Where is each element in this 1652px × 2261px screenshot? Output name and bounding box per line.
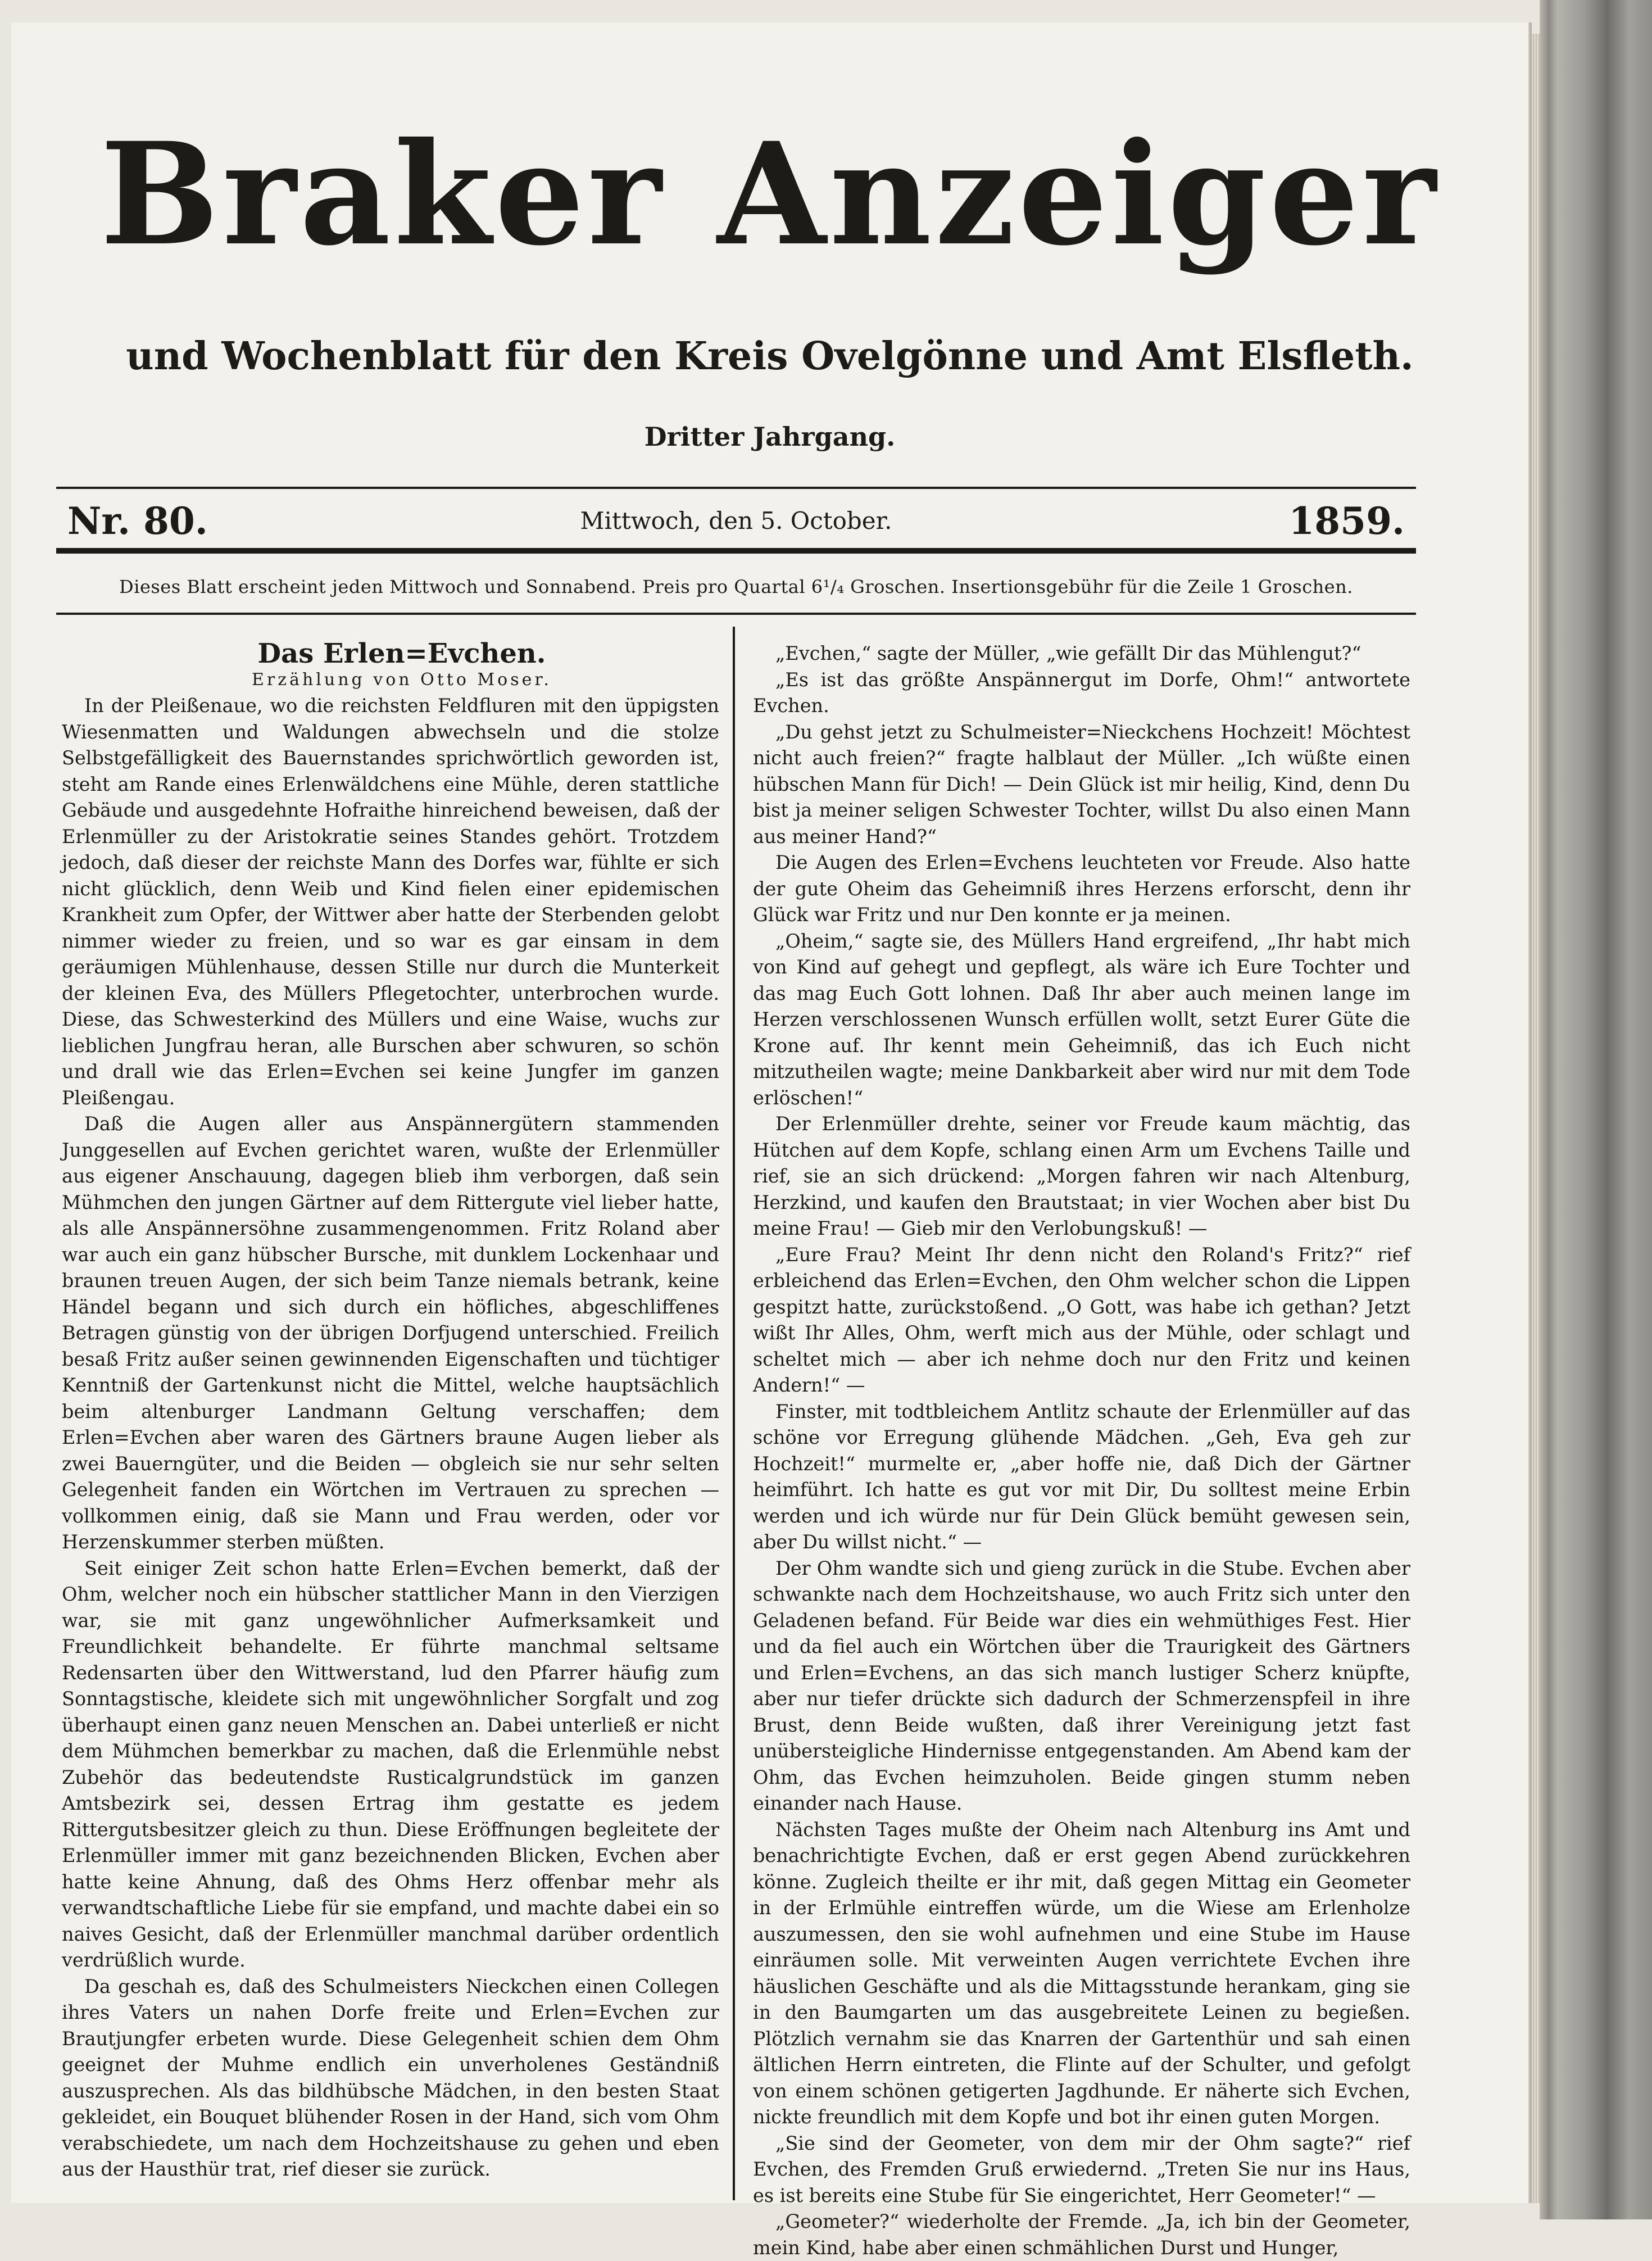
column-left [62,638,719,2183]
issue-date: Mittwoch, den 5. October. [580,507,892,534]
newspaper-page [11,22,1528,2259]
divider [56,548,1416,554]
column-right [753,641,1410,2261]
masthead-title: Braker Anzeiger [100,111,1440,277]
paragraph: Daß die Augen aller aus Anspännergütern stammenden Junggesellen auf Evchen gerichtet waren, wußte der Erlenmüller aus eigener Anschauung, dagegen blieb ihm verborgen, daß sein Mühmchen den jungen Gärtner auf dem Rittergute viel lieber hatte, als alle Anspännersöhne zusammengenommen. Fritz Roland aber war auch ein ganz hübscher Bursche, mit dunklem Lockenhaar und braunen treuen Augen, der sich beim Tanze niemals betrank, keine Händel begann und sich durch ein höfliches, abgeschliffenes Betragen günstig von der übrigen Dorfjugend unterschied. Freilich besaß Fritz außer seinen gewinnenden Eigenschaften und tüchtiger Kenntniß der Gartenkunst nicht die Mittel, welche hauptsächlich beim altenburger Landmann Geltung verschaffen; dem Erlen=Evchen aber waren des Gärtners braune Augen lieber als zwei Bauerngüter, und die Beiden — obgleich sie nur sehr selten Gelegenheit fanden ein Wörtchen im Vertrauen zu sprechen — vollkommen einig, daß sie Mann und Frau werden, oder vor Herzenskummer sterben müßten. [62,1113,719,1553]
paragraph: Finster, mit todtbleichem Antlitz schaute der Erlenmüller auf das schöne vor Erregung glühende Mädchen. „Geh, Eva geh zur Hochzeit!“ murmelte er, „aber hoffe nie, daß Dich der Gärtner heimführt. Ich hatte es gut vor mit Dir, Du solltest meine Erbin werden und ich würde nur für Dein Glück bemüht gewesen sein, aber Du willst nicht.“ — [753,1400,1410,1553]
column-divider [733,627,735,2200]
paragraph: Seit einiger Zeit schon hatte Erlen=Evchen bemerkt, daß der Ohm, welcher noch ein hübscher stattlicher Mann in den Vierzigen war, sie mit ganz ungewöhnlicher Aufmerksamkeit und Freundlichkeit behandelte. Er führte manchmal seltsame Redensarten über den Wittwerstand, lud den Pfarrer häufig zum Sonntagstische, kleidete sich mit ungewöhnlicher Sorgfalt und zog überhaupt einen ganz neuen Menschen an. Dabei unterließ er nicht dem Mühmchen bemerkbar zu machen, daß die Erlenmühle nebst Zubehör das bedeutendste Rusticalgrundstück im ganzen Amtsbezirk sei, dessen Ertrag ihm gestatte es jedem Rittergutsbesitzer gleich zu thun. Diese Eröffnungen begleitete der Erlenmüller immer mit ganz bezeichnenden Blicken, Evchen aber hatte keine Ahnung, daß des Ohms Herz offenbar mehr als verwandtschaftliche Liebe für sie empfand, und machte dabei ein so naives Gesicht, daß der Erlenmüller manchmal darüber ordentlich verdrüßlich wurde. [62,1557,719,1971]
paragraph: Der Erlenmüller drehte, seiner vor Freude kaum mächtig, das Hütchen auf dem Kopfe, schlang einen Arm um Evchens Taille und rief, sie an sich drückend: „Morgen fahren wir nach Altenburg, Herzkind, und kaufen den Brautstaat; in vier Wochen aber bist Du meine Frau! — Gieb mir den Verlobungskuß! — [753,1113,1410,1239]
paragraph: „Sie sind der Geometer, von dem mir der Ohm sagte?“ rief Evchen, des Fremden Gruß erwiedernd. „Treten Sie nur ins Haus, es ist bereits eine Stube für Sie eingerichtet, Herr Geometer!“ — [753,2132,1410,2206]
paragraph: Da geschah es, daß des Schulmeisters Nieckchen einen Collegen ihres Vaters un nahen Dorfe freite und Erlen=Evchen zur Brautjungfer erbeten wurde. Diese Gelegenheit schien dem Ohm geeignet der Muhme endlich ein unverholenes Geständniß auszusprechen. Als das bildhübsche Mädchen, in den besten Staat gekleidet, ein Bouquet blühender Rosen in der Hand, sich vom Ohm verabschiedete, um nach dem Hochzeitshause zu gehen und eben aus der Hausthür trat, rief dieser sie zurück. [62,1975,719,2180]
paragraph: Der Ohm wandte sich und gieng zurück in die Stube. Evchen aber schwankte nach dem Hochzeitshause, wo auch Fritz sich unter den Geladenen befand. Für Beide war dies ein wehmüthiges Fest. Hier und da fiel auch ein Wörtchen über die Traurigkeit des Gärtners und Erlen=Evchens, an das sich manch lustiger Scherz knüpfte, aber nur tiefer drückte sich dadurch der Schmerzenspfeil in ihre Brust, denn Beide wußten, daß ihrer Vereinigung jetzt fast unübersteigliche Hindernisse entgegenstanden. Am Abend kam der Ohm, das Evchen heimzuholen. Beide gingen stumm neben einander nach Hause. [753,1557,1410,1814]
publication-notice: Dieses Blatt erscheint jeden Mittwoch und Sonnabend. Preis pro Quartal 6¹/₄ Groschen. Insertionsgebühr für die Zeile 1 Groschen. [119,576,1353,597]
paragraph: Die Augen des Erlen=Evchens leuchteten vor Freude. Also hatte der gute Oheim das Geheimniß ihres Herzens erforscht, denn ihr Glück war Fritz und nur Den konnte er ja meinen. [753,851,1410,926]
paragraph: „Es ist das größte Anspännergut im Dorfe, Ohm!“ antwortete Evchen. [753,668,1410,717]
divider [56,487,1416,489]
divider [56,613,1416,615]
paragraph: „Du gehst jetzt zu Schulmeister=Nieckchens Hochzeit! Möchtest nicht auch freien?“ fragte halblaut der Müller. „Ich wüßte einen hübschen Mann für Dich! — Dein Glück ist mir heilig, Kind, denn Du bist ja meiner seligen Schwester Tochter, willst Du also einen Mann aus meiner Hand?“ [753,721,1410,848]
masthead-subtitle: und Wochenblatt für den Kreis Ovelgönne und Amt Elsfleth. [126,334,1414,379]
paragraph: Nächsten Tages mußte der Oheim nach Altenburg ins Amt und benachrichtigte Evchen, daß er erst gegen Abend zurückkehren könne. Zugleich theilte er ihr mit, daß gegen Mittag ein Geometer in der Erlmühle eintreffen würde, um die Wiese am Erlenholze auszumessen, den sie wohl aufnehmen und eine Stube im Hause einräumen solle. Mit verweinten Augen verrichtete Evchen ihre häuslichen Geschäfte und als die Mittagsstunde herankam, ging sie in den Baumgarten um das ausgebreitete Leinen zu begießen. Plötzlich vernahm sie das Knarren der Gartenthür und sah einen ältlichen Herrn eintreten, die Flinte auf der Schulter, und gefolgt von einem schönen getigerten Jagdhunde. Er näherte sich Evchen, nickte freundlich mit dem Kopfe und bot ihr einen guten Morgen. [753,1818,1410,2128]
story-title: Das Erlen=Evchen. [257,638,546,669]
issue-year: 1859. [1288,499,1405,543]
book-binding-edge [1540,0,1652,2219]
issue-number: Nr. 80. [67,499,208,543]
paragraph: „Oheim,“ sagte sie, des Müllers Hand ergreifend, „Ihr habt mich von Kind auf gehegt und gepflegt, als wäre ich Eure Tochter und das mag Euch Gott lohnen. Daß Ihr aber auch meinen lange im Herzen verschlossenen Wunsch erfüllen wollt, setzt Eurer Güte die Krone auf. Ihr kennt mein Geheimniß, das ich Euch nicht mitzutheilen wagte; meine Dankbarkeit aber wird nur mit dem Tode erlöschen!“ [753,930,1410,1109]
paragraph: In der Pleißenaue, wo die reichsten Feldfluren mit den üppigsten Wiesenmatten und Waldungen abwechseln und die stolze Selbstgefälligkeit des Bauernstandes sprichwörtlich geworden ist, steht am Rande eines Erlenwäldchens eine Mühle, deren stattliche Gebäude und ausgedehnte Hofraithe hinreichend beweisen, daß der Erlenmüller zu der Aristokratie seines Standes gehört. Trotzdem jedoch, daß dieser der reichste Mann des Dorfes war, fühlte er sich nicht glücklich, denn Weib und Kind fielen einer epidemischen Krankheit zum Opfer, der Wittwer aber hatte der Sterbenden gelobt nimmer wieder zu freien, und so war es gar einsam in dem geräumigen Mühlenhause, dessen Stille nur durch die Munterkeit der kleinen Eva, des Müllers Pflegetochter, unterbrochen wurde. Diese, das Schwesterkind des Müllers und eine Waise, wuchs zur lieblichen Jungfrau heran, alle Burschen aber schwuren, so schön und drall wie das Erlen=Evchen sei keine Jungfer im ganzen Pleißengau. [62,695,719,1109]
paragraph: „Evchen,“ sagte der Müller, „wie gefällt Dir das Mühlengut?“ [775,642,1361,664]
paragraph: „Geometer?“ wiederholte der Fremde. „Ja, ich bin der Geometer, mein Kind, habe aber einen schmählichen Durst und Hunger, [753,2210,1410,2259]
paragraph: „Eure Frau? Meint Ihr denn nicht den Roland's Fritz?“ rief erbleichend das Erlen=Evchen, den Ohm welcher schon die Lippen gespitzt hatte, zurückstoßend. „O Gott, was habe ich gethan? Jetzt wißt Ihr Alles, Ohm, werft mich aus der Mühle, oder schlagt und scheltet mich — aber ich nehme doch nur den Fritz und keinen Andern!“ — [753,1243,1410,1396]
story-byline: Erzählung von Otto Moser. [252,669,552,690]
issue-info-bar [56,495,1416,545]
volume-line: Dritter Jahrgang. [644,422,896,452]
